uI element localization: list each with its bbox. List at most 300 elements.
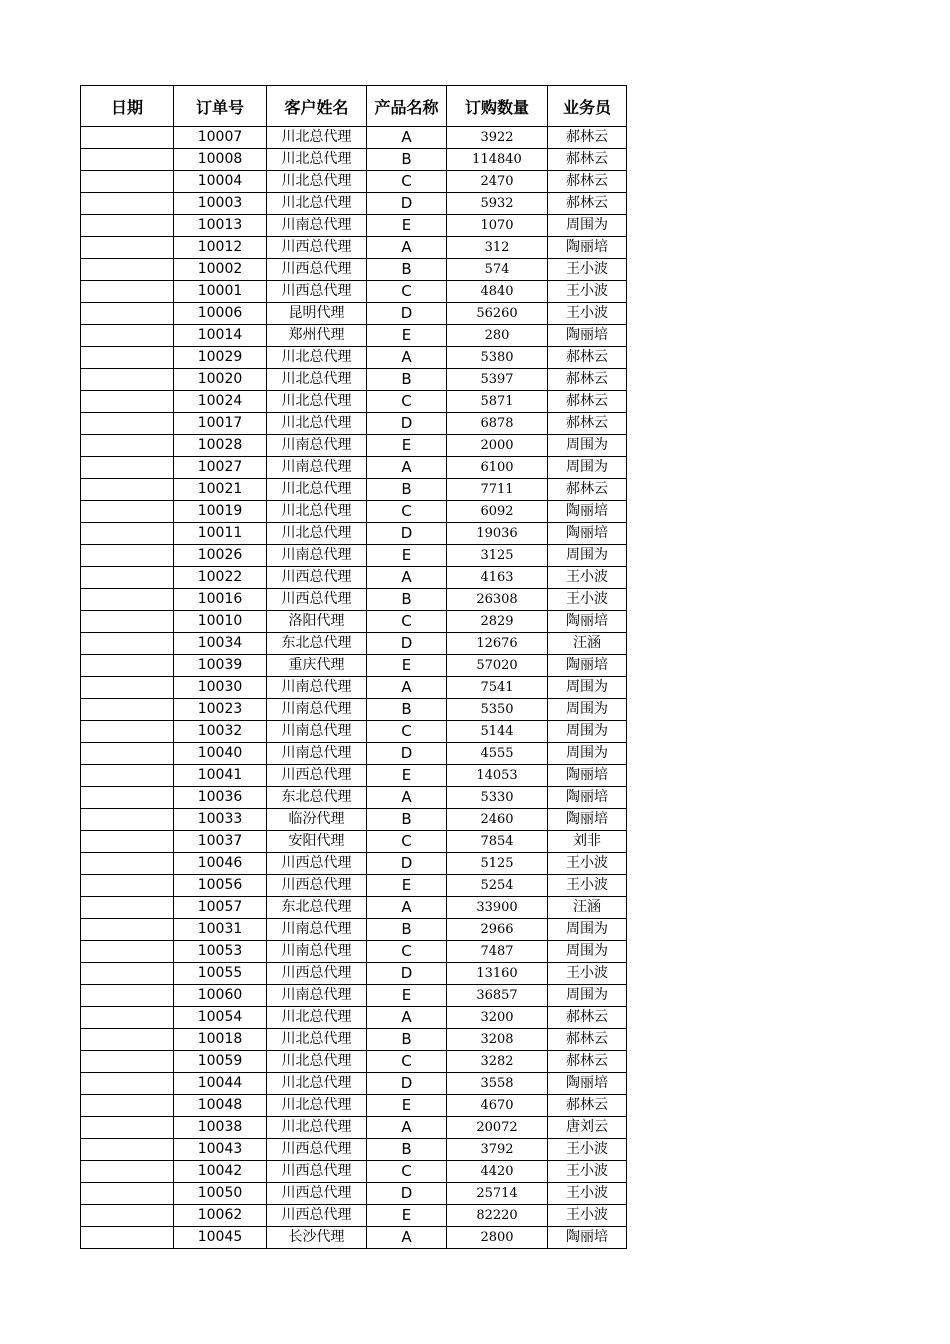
salesperson-cell[interactable]: 郝林云: [548, 171, 627, 193]
quantity-cell[interactable]: 2000: [447, 435, 548, 457]
customer-name-cell[interactable]: 川西总代理: [267, 259, 367, 281]
quantity-cell[interactable]: 1070: [447, 215, 548, 237]
quantity-cell[interactable]: 2800: [447, 1227, 548, 1249]
quantity-cell[interactable]: 56260: [447, 303, 548, 325]
date-cell[interactable]: [81, 721, 174, 743]
order-number-cell[interactable]: 10026: [174, 545, 267, 567]
order-number-cell[interactable]: 10013: [174, 215, 267, 237]
product-name-cell[interactable]: A: [367, 1117, 447, 1139]
date-cell[interactable]: [81, 413, 174, 435]
order-number-cell[interactable]: 10019: [174, 501, 267, 523]
salesperson-cell[interactable]: 陶丽培: [548, 809, 627, 831]
order-number-cell[interactable]: 10018: [174, 1029, 267, 1051]
date-cell[interactable]: [81, 699, 174, 721]
date-cell[interactable]: [81, 325, 174, 347]
order-number-cell[interactable]: 10048: [174, 1095, 267, 1117]
customer-name-cell[interactable]: 安阳代理: [267, 831, 367, 853]
salesperson-cell[interactable]: 郝林云: [548, 127, 627, 149]
customer-name-cell[interactable]: 川西总代理: [267, 281, 367, 303]
order-number-cell[interactable]: 10041: [174, 765, 267, 787]
salesperson-cell[interactable]: 周围为: [548, 677, 627, 699]
quantity-cell[interactable]: 5380: [447, 347, 548, 369]
product-name-cell[interactable]: E: [367, 1205, 447, 1227]
customer-name-cell[interactable]: 东北总代理: [267, 787, 367, 809]
salesperson-cell[interactable]: 王小波: [548, 1205, 627, 1227]
quantity-cell[interactable]: 36857: [447, 985, 548, 1007]
quantity-cell[interactable]: 3792: [447, 1139, 548, 1161]
date-cell[interactable]: [81, 1139, 174, 1161]
order-number-cell[interactable]: 10007: [174, 127, 267, 149]
product-name-cell[interactable]: A: [367, 787, 447, 809]
order-number-cell[interactable]: 10038: [174, 1117, 267, 1139]
product-name-cell[interactable]: D: [367, 743, 447, 765]
order-number-cell[interactable]: 10053: [174, 941, 267, 963]
customer-name-cell[interactable]: 川北总代理: [267, 479, 367, 501]
customer-name-cell[interactable]: 川南总代理: [267, 743, 367, 765]
date-cell[interactable]: [81, 369, 174, 391]
order-number-cell[interactable]: 10059: [174, 1051, 267, 1073]
customer-name-cell[interactable]: 川西总代理: [267, 853, 367, 875]
date-cell[interactable]: [81, 435, 174, 457]
quantity-cell[interactable]: 2460: [447, 809, 548, 831]
quantity-cell[interactable]: 26308: [447, 589, 548, 611]
order-number-cell[interactable]: 10014: [174, 325, 267, 347]
customer-name-cell[interactable]: 川北总代理: [267, 193, 367, 215]
customer-name-cell[interactable]: 川南总代理: [267, 919, 367, 941]
product-name-cell[interactable]: C: [367, 501, 447, 523]
date-cell[interactable]: [81, 963, 174, 985]
order-number-cell[interactable]: 10044: [174, 1073, 267, 1095]
salesperson-cell[interactable]: 陶丽培: [548, 787, 627, 809]
order-number-cell[interactable]: 10011: [174, 523, 267, 545]
quantity-cell[interactable]: 7487: [447, 941, 548, 963]
order-number-cell[interactable]: 10022: [174, 567, 267, 589]
customer-name-cell[interactable]: 川北总代理: [267, 149, 367, 171]
product-name-cell[interactable]: A: [367, 127, 447, 149]
date-cell[interactable]: [81, 193, 174, 215]
date-cell[interactable]: [81, 501, 174, 523]
customer-name-cell[interactable]: 昆明代理: [267, 303, 367, 325]
quantity-cell[interactable]: 5144: [447, 721, 548, 743]
quantity-cell[interactable]: 5932: [447, 193, 548, 215]
quantity-cell[interactable]: 6092: [447, 501, 548, 523]
customer-name-cell[interactable]: 川北总代理: [267, 1051, 367, 1073]
salesperson-cell[interactable]: 周围为: [548, 457, 627, 479]
customer-name-cell[interactable]: 临汾代理: [267, 809, 367, 831]
quantity-cell[interactable]: 82220: [447, 1205, 548, 1227]
salesperson-cell[interactable]: 陶丽培: [548, 325, 627, 347]
quantity-cell[interactable]: 5350: [447, 699, 548, 721]
order-number-cell[interactable]: 10043: [174, 1139, 267, 1161]
date-cell[interactable]: [81, 941, 174, 963]
customer-name-cell[interactable]: 川北总代理: [267, 501, 367, 523]
customer-name-cell[interactable]: 川北总代理: [267, 1007, 367, 1029]
product-name-cell[interactable]: B: [367, 1029, 447, 1051]
date-cell[interactable]: [81, 985, 174, 1007]
date-cell[interactable]: [81, 677, 174, 699]
customer-name-cell[interactable]: 川西总代理: [267, 1183, 367, 1205]
quantity-cell[interactable]: 5125: [447, 853, 548, 875]
order-number-cell[interactable]: 10057: [174, 897, 267, 919]
date-cell[interactable]: [81, 875, 174, 897]
customer-name-cell[interactable]: 川北总代理: [267, 1073, 367, 1095]
salesperson-cell[interactable]: 郝林云: [548, 1051, 627, 1073]
product-name-cell[interactable]: A: [367, 677, 447, 699]
order-number-cell[interactable]: 10029: [174, 347, 267, 369]
salesperson-cell[interactable]: 陶丽培: [548, 765, 627, 787]
customer-name-cell[interactable]: 川西总代理: [267, 875, 367, 897]
order-number-cell[interactable]: 10034: [174, 633, 267, 655]
quantity-cell[interactable]: 6100: [447, 457, 548, 479]
order-number-cell[interactable]: 10045: [174, 1227, 267, 1249]
quantity-cell[interactable]: 4163: [447, 567, 548, 589]
customer-name-cell[interactable]: 东北总代理: [267, 897, 367, 919]
salesperson-cell[interactable]: 陶丽培: [548, 611, 627, 633]
product-name-cell[interactable]: D: [367, 633, 447, 655]
product-name-cell[interactable]: B: [367, 589, 447, 611]
salesperson-cell[interactable]: 陶丽培: [548, 237, 627, 259]
quantity-cell[interactable]: 7541: [447, 677, 548, 699]
quantity-cell[interactable]: 3558: [447, 1073, 548, 1095]
order-number-cell[interactable]: 10008: [174, 149, 267, 171]
order-number-cell[interactable]: 10030: [174, 677, 267, 699]
date-cell[interactable]: [81, 589, 174, 611]
product-name-cell[interactable]: C: [367, 1051, 447, 1073]
date-cell[interactable]: [81, 897, 174, 919]
product-name-cell[interactable]: B: [367, 369, 447, 391]
customer-name-cell[interactable]: 川北总代理: [267, 369, 367, 391]
salesperson-cell[interactable]: 汪涵: [548, 633, 627, 655]
date-cell[interactable]: [81, 1183, 174, 1205]
order-number-cell[interactable]: 10004: [174, 171, 267, 193]
salesperson-cell[interactable]: 郝林云: [548, 479, 627, 501]
customer-name-cell[interactable]: 洛阳代理: [267, 611, 367, 633]
quantity-cell[interactable]: 3200: [447, 1007, 548, 1029]
order-number-cell[interactable]: 10012: [174, 237, 267, 259]
order-number-cell[interactable]: 10017: [174, 413, 267, 435]
date-cell[interactable]: [81, 1007, 174, 1029]
customer-name-cell[interactable]: 川北总代理: [267, 1095, 367, 1117]
customer-name-cell[interactable]: 川北总代理: [267, 171, 367, 193]
customer-name-cell[interactable]: 川西总代理: [267, 1161, 367, 1183]
salesperson-cell[interactable]: 王小波: [548, 853, 627, 875]
product-name-cell[interactable]: A: [367, 1227, 447, 1249]
salesperson-cell[interactable]: 郝林云: [548, 1029, 627, 1051]
salesperson-cell[interactable]: 王小波: [548, 963, 627, 985]
quantity-cell[interactable]: 114840: [447, 149, 548, 171]
product-name-cell[interactable]: C: [367, 611, 447, 633]
order-number-cell[interactable]: 10021: [174, 479, 267, 501]
quantity-cell[interactable]: 12676: [447, 633, 548, 655]
date-cell[interactable]: [81, 1029, 174, 1051]
date-cell[interactable]: [81, 171, 174, 193]
order-number-cell[interactable]: 10010: [174, 611, 267, 633]
order-number-cell[interactable]: 10062: [174, 1205, 267, 1227]
salesperson-cell[interactable]: 周围为: [548, 919, 627, 941]
product-name-cell[interactable]: D: [367, 1073, 447, 1095]
quantity-cell[interactable]: 5330: [447, 787, 548, 809]
quantity-cell[interactable]: 574: [447, 259, 548, 281]
product-name-cell[interactable]: B: [367, 259, 447, 281]
product-name-cell[interactable]: D: [367, 413, 447, 435]
date-cell[interactable]: [81, 457, 174, 479]
quantity-cell[interactable]: 5871: [447, 391, 548, 413]
quantity-cell[interactable]: 2829: [447, 611, 548, 633]
date-cell[interactable]: [81, 1051, 174, 1073]
header-product-name[interactable]: 产品名称: [367, 86, 447, 127]
order-number-cell[interactable]: 10040: [174, 743, 267, 765]
date-cell[interactable]: [81, 149, 174, 171]
quantity-cell[interactable]: 25714: [447, 1183, 548, 1205]
product-name-cell[interactable]: C: [367, 831, 447, 853]
date-cell[interactable]: [81, 611, 174, 633]
date-cell[interactable]: [81, 215, 174, 237]
customer-name-cell[interactable]: 川北总代理: [267, 127, 367, 149]
order-number-cell[interactable]: 10001: [174, 281, 267, 303]
quantity-cell[interactable]: 19036: [447, 523, 548, 545]
customer-name-cell[interactable]: 川南总代理: [267, 435, 367, 457]
customer-name-cell[interactable]: 川西总代理: [267, 589, 367, 611]
customer-name-cell[interactable]: 川南总代理: [267, 457, 367, 479]
order-number-cell[interactable]: 10031: [174, 919, 267, 941]
date-cell[interactable]: [81, 237, 174, 259]
header-date[interactable]: 日期: [81, 86, 174, 127]
quantity-cell[interactable]: 4840: [447, 281, 548, 303]
salesperson-cell[interactable]: 陶丽培: [548, 655, 627, 677]
product-name-cell[interactable]: D: [367, 963, 447, 985]
salesperson-cell[interactable]: 陶丽培: [548, 1227, 627, 1249]
salesperson-cell[interactable]: 郝林云: [548, 193, 627, 215]
product-name-cell[interactable]: A: [367, 1007, 447, 1029]
customer-name-cell[interactable]: 川南总代理: [267, 545, 367, 567]
quantity-cell[interactable]: 3922: [447, 127, 548, 149]
quantity-cell[interactable]: 33900: [447, 897, 548, 919]
quantity-cell[interactable]: 5254: [447, 875, 548, 897]
product-name-cell[interactable]: D: [367, 1183, 447, 1205]
product-name-cell[interactable]: D: [367, 523, 447, 545]
product-name-cell[interactable]: E: [367, 765, 447, 787]
salesperson-cell[interactable]: 周围为: [548, 985, 627, 1007]
order-number-cell[interactable]: 10036: [174, 787, 267, 809]
salesperson-cell[interactable]: 周围为: [548, 435, 627, 457]
order-number-cell[interactable]: 10046: [174, 853, 267, 875]
salesperson-cell[interactable]: 王小波: [548, 875, 627, 897]
product-name-cell[interactable]: E: [367, 985, 447, 1007]
order-number-cell[interactable]: 10027: [174, 457, 267, 479]
customer-name-cell[interactable]: 川北总代理: [267, 1117, 367, 1139]
date-cell[interactable]: [81, 633, 174, 655]
date-cell[interactable]: [81, 545, 174, 567]
customer-name-cell[interactable]: 川南总代理: [267, 677, 367, 699]
product-name-cell[interactable]: C: [367, 941, 447, 963]
product-name-cell[interactable]: C: [367, 1161, 447, 1183]
date-cell[interactable]: [81, 391, 174, 413]
salesperson-cell[interactable]: 周围为: [548, 215, 627, 237]
product-name-cell[interactable]: D: [367, 303, 447, 325]
date-cell[interactable]: [81, 853, 174, 875]
date-cell[interactable]: [81, 1161, 174, 1183]
customer-name-cell[interactable]: 川西总代理: [267, 1205, 367, 1227]
order-number-cell[interactable]: 10023: [174, 699, 267, 721]
salesperson-cell[interactable]: 周围为: [548, 743, 627, 765]
date-cell[interactable]: [81, 1073, 174, 1095]
product-name-cell[interactable]: A: [367, 897, 447, 919]
salesperson-cell[interactable]: 王小波: [548, 259, 627, 281]
date-cell[interactable]: [81, 655, 174, 677]
header-customer-name[interactable]: 客户姓名: [267, 86, 367, 127]
quantity-cell[interactable]: 4670: [447, 1095, 548, 1117]
product-name-cell[interactable]: C: [367, 281, 447, 303]
product-name-cell[interactable]: D: [367, 193, 447, 215]
customer-name-cell[interactable]: 郑州代理: [267, 325, 367, 347]
date-cell[interactable]: [81, 479, 174, 501]
product-name-cell[interactable]: C: [367, 391, 447, 413]
date-cell[interactable]: [81, 347, 174, 369]
customer-name-cell[interactable]: 重庆代理: [267, 655, 367, 677]
order-number-cell[interactable]: 10060: [174, 985, 267, 1007]
customer-name-cell[interactable]: 川西总代理: [267, 567, 367, 589]
salesperson-cell[interactable]: 郝林云: [548, 369, 627, 391]
salesperson-cell[interactable]: 陶丽培: [548, 523, 627, 545]
order-number-cell[interactable]: 10037: [174, 831, 267, 853]
order-number-cell[interactable]: 10024: [174, 391, 267, 413]
salesperson-cell[interactable]: 郝林云: [548, 413, 627, 435]
header-order-number[interactable]: 订单号: [174, 86, 267, 127]
customer-name-cell[interactable]: 川北总代理: [267, 391, 367, 413]
product-name-cell[interactable]: E: [367, 435, 447, 457]
customer-name-cell[interactable]: 川西总代理: [267, 1139, 367, 1161]
quantity-cell[interactable]: 20072: [447, 1117, 548, 1139]
order-number-cell[interactable]: 10055: [174, 963, 267, 985]
quantity-cell[interactable]: 280: [447, 325, 548, 347]
order-number-cell[interactable]: 10033: [174, 809, 267, 831]
date-cell[interactable]: [81, 743, 174, 765]
customer-name-cell[interactable]: 川南总代理: [267, 215, 367, 237]
order-number-cell[interactable]: 10054: [174, 1007, 267, 1029]
quantity-cell[interactable]: 14053: [447, 765, 548, 787]
salesperson-cell[interactable]: 汪涵: [548, 897, 627, 919]
salesperson-cell[interactable]: 王小波: [548, 1139, 627, 1161]
salesperson-cell[interactable]: 王小波: [548, 589, 627, 611]
salesperson-cell[interactable]: 王小波: [548, 1161, 627, 1183]
product-name-cell[interactable]: C: [367, 171, 447, 193]
date-cell[interactable]: [81, 259, 174, 281]
quantity-cell[interactable]: 3282: [447, 1051, 548, 1073]
product-name-cell[interactable]: E: [367, 545, 447, 567]
date-cell[interactable]: [81, 523, 174, 545]
salesperson-cell[interactable]: 郝林云: [548, 149, 627, 171]
product-name-cell[interactable]: A: [367, 237, 447, 259]
salesperson-cell[interactable]: 郝林云: [548, 1095, 627, 1117]
customer-name-cell[interactable]: 川北总代理: [267, 347, 367, 369]
product-name-cell[interactable]: E: [367, 215, 447, 237]
quantity-cell[interactable]: 7854: [447, 831, 548, 853]
order-number-cell[interactable]: 10050: [174, 1183, 267, 1205]
salesperson-cell[interactable]: 周围为: [548, 941, 627, 963]
date-cell[interactable]: [81, 831, 174, 853]
order-number-cell[interactable]: 10028: [174, 435, 267, 457]
product-name-cell[interactable]: A: [367, 457, 447, 479]
product-name-cell[interactable]: B: [367, 919, 447, 941]
order-number-cell[interactable]: 10056: [174, 875, 267, 897]
customer-name-cell[interactable]: 川北总代理: [267, 413, 367, 435]
order-number-cell[interactable]: 10016: [174, 589, 267, 611]
quantity-cell[interactable]: 4555: [447, 743, 548, 765]
header-order-quantity[interactable]: 订购数量: [447, 86, 548, 127]
customer-name-cell[interactable]: 川西总代理: [267, 765, 367, 787]
salesperson-cell[interactable]: 刘非: [548, 831, 627, 853]
quantity-cell[interactable]: 13160: [447, 963, 548, 985]
salesperson-cell[interactable]: 郝林云: [548, 391, 627, 413]
date-cell[interactable]: [81, 1205, 174, 1227]
customer-name-cell[interactable]: 川南总代理: [267, 941, 367, 963]
customer-name-cell[interactable]: 长沙代理: [267, 1227, 367, 1249]
order-number-cell[interactable]: 10039: [174, 655, 267, 677]
date-cell[interactable]: [81, 1227, 174, 1249]
product-name-cell[interactable]: B: [367, 809, 447, 831]
quantity-cell[interactable]: 3125: [447, 545, 548, 567]
date-cell[interactable]: [81, 567, 174, 589]
product-name-cell[interactable]: C: [367, 721, 447, 743]
quantity-cell[interactable]: 2470: [447, 171, 548, 193]
order-number-cell[interactable]: 10020: [174, 369, 267, 391]
order-number-cell[interactable]: 10003: [174, 193, 267, 215]
product-name-cell[interactable]: E: [367, 1095, 447, 1117]
product-name-cell[interactable]: E: [367, 875, 447, 897]
quantity-cell[interactable]: 6878: [447, 413, 548, 435]
salesperson-cell[interactable]: 周围为: [548, 699, 627, 721]
salesperson-cell[interactable]: 王小波: [548, 303, 627, 325]
customer-name-cell[interactable]: 川北总代理: [267, 1029, 367, 1051]
product-name-cell[interactable]: B: [367, 149, 447, 171]
salesperson-cell[interactable]: 郝林云: [548, 347, 627, 369]
product-name-cell[interactable]: D: [367, 853, 447, 875]
order-number-cell[interactable]: 10042: [174, 1161, 267, 1183]
customer-name-cell[interactable]: 川西总代理: [267, 963, 367, 985]
salesperson-cell[interactable]: 王小波: [548, 1183, 627, 1205]
order-number-cell[interactable]: 10032: [174, 721, 267, 743]
quantity-cell[interactable]: 2966: [447, 919, 548, 941]
salesperson-cell[interactable]: 陶丽培: [548, 1073, 627, 1095]
quantity-cell[interactable]: 57020: [447, 655, 548, 677]
date-cell[interactable]: [81, 1095, 174, 1117]
date-cell[interactable]: [81, 1117, 174, 1139]
product-name-cell[interactable]: A: [367, 567, 447, 589]
quantity-cell[interactable]: 5397: [447, 369, 548, 391]
salesperson-cell[interactable]: 王小波: [548, 281, 627, 303]
salesperson-cell[interactable]: 周围为: [548, 545, 627, 567]
date-cell[interactable]: [81, 281, 174, 303]
product-name-cell[interactable]: A: [367, 347, 447, 369]
header-salesperson[interactable]: 业务员: [548, 86, 627, 127]
quantity-cell[interactable]: 3208: [447, 1029, 548, 1051]
product-name-cell[interactable]: B: [367, 479, 447, 501]
order-number-cell[interactable]: 10002: [174, 259, 267, 281]
customer-name-cell[interactable]: 东北总代理: [267, 633, 367, 655]
product-name-cell[interactable]: E: [367, 325, 447, 347]
customer-name-cell[interactable]: 川西总代理: [267, 237, 367, 259]
salesperson-cell[interactable]: 周围为: [548, 721, 627, 743]
customer-name-cell[interactable]: 川南总代理: [267, 699, 367, 721]
salesperson-cell[interactable]: 唐刘云: [548, 1117, 627, 1139]
product-name-cell[interactable]: E: [367, 655, 447, 677]
salesperson-cell[interactable]: 王小波: [548, 567, 627, 589]
date-cell[interactable]: [81, 919, 174, 941]
customer-name-cell[interactable]: 川南总代理: [267, 721, 367, 743]
product-name-cell[interactable]: B: [367, 699, 447, 721]
customer-name-cell[interactable]: 川南总代理: [267, 985, 367, 1007]
date-cell[interactable]: [81, 809, 174, 831]
